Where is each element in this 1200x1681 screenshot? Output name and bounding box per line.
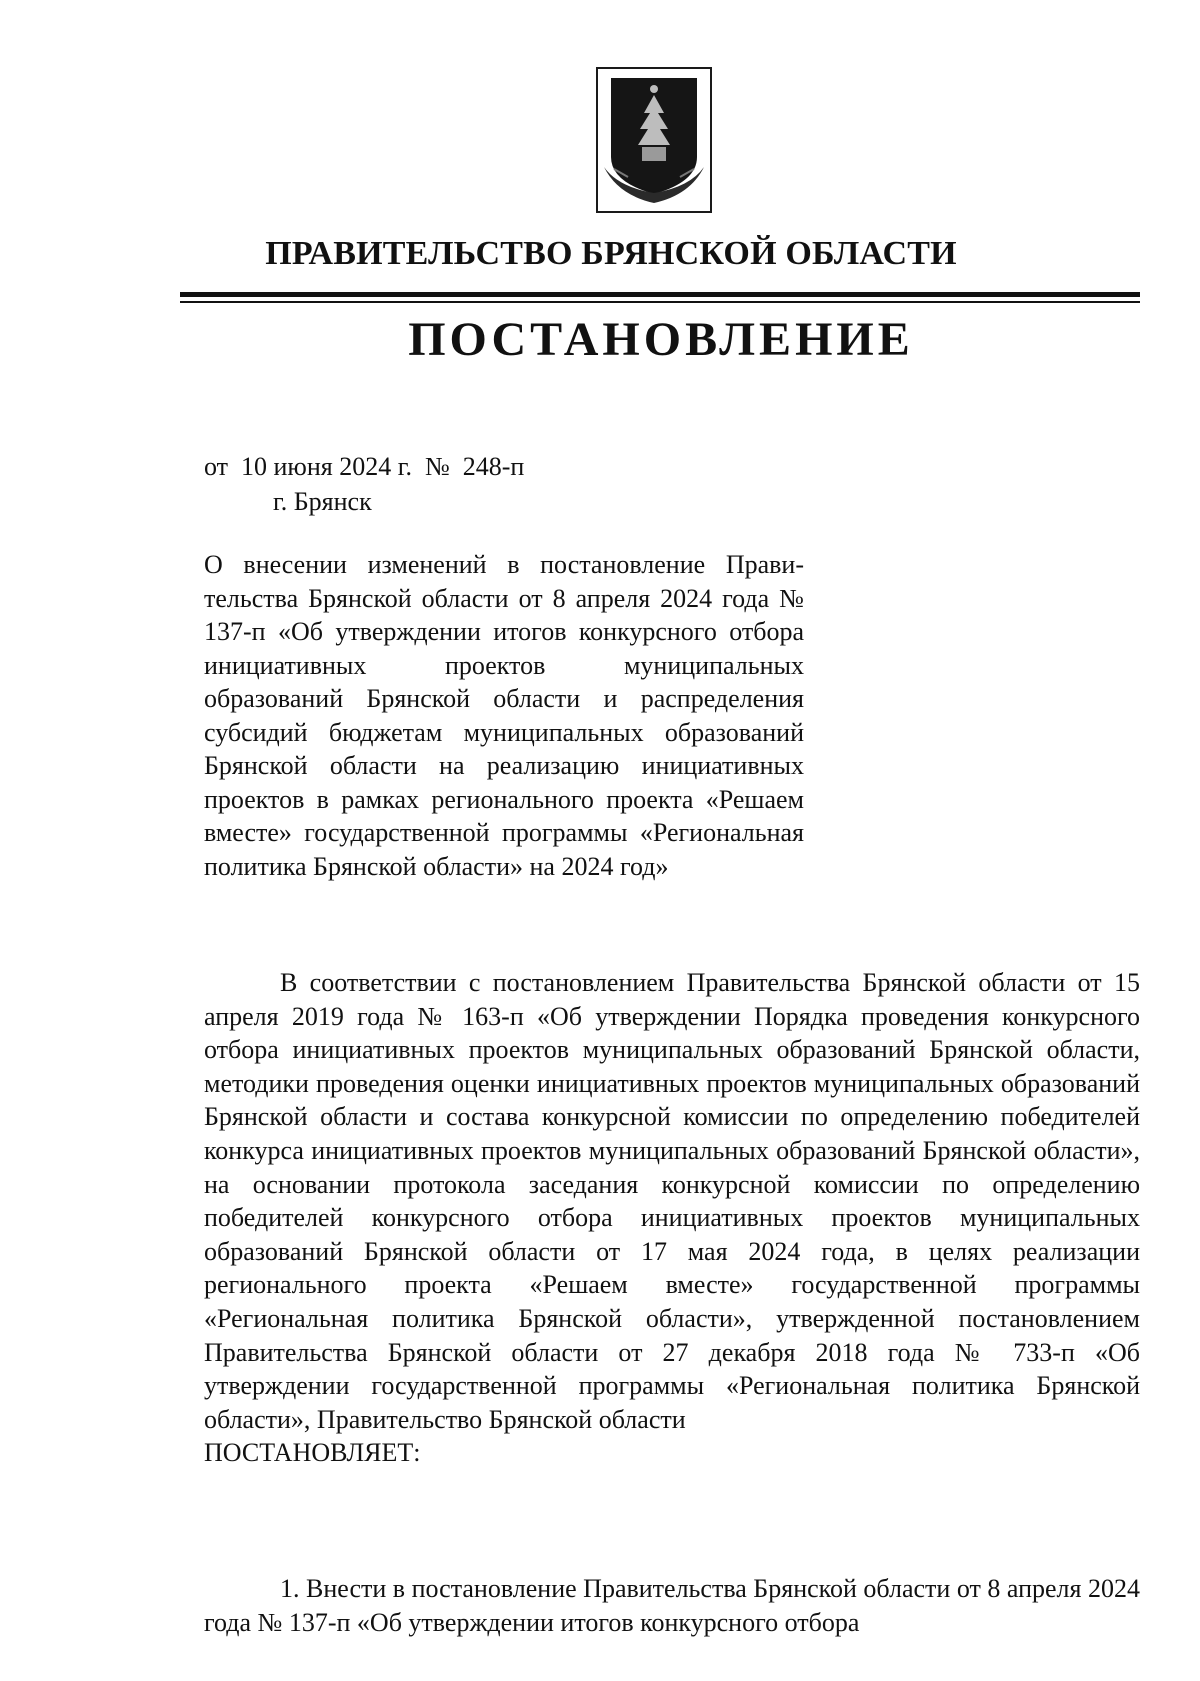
header-divider-thick [180, 292, 1140, 297]
preamble-paragraph: В соответствии с постановлением Правительства Брянской области от 15 апреля 2019 года № 163-п «Об утверждении Порядка проведения конкурсного отбора инициативных проектов муниципальных образований Брянской области, методики проведения оценки инициативных проектов муниципальных образований Брянской области и состава конкурсной комиссии по определению победителей конкурса инициативных проектов муниципальных образований Брянской области», на основании протокола заседания конкурсной комиссии по определению победителей конкурсного отбора инициативных проектов муниципальных образований Брянской области от 17 мая 2024 года, в целях реализации регионального проекта «Решаем вместе» государственной программы «Региональная политика Брянской области», утвержденной постановлением Правительства Брянской области от 27 декабря 2018 года № 733-п «Об утверждении государственной программы «Региональная политика Брянской области», Правительство Брянской области [204, 968, 1140, 1434]
document-body [204, 966, 1140, 1470]
document-type-heading: ПОСТАНОВЛЕНИЕ [408, 313, 914, 366]
document-city: г. Брянск [273, 487, 372, 516]
bryansk-oblast-coat-of-arms-icon [598, 69, 710, 211]
organization-title: ПРАВИТЕЛЬСТВО БРЯНСКОЙ ОБЛАСТИ [265, 235, 957, 272]
resolves-heading: ПОСТАНОВЛЯЕТ: [204, 1438, 421, 1468]
header-divider-thin [180, 301, 1140, 303]
resolution-item-1: 1. Внести в постановление Правительства Брянской области от 8 апреля 2024 года № 137-п «Об утверждении итогов конкурсного отбора [204, 1574, 1140, 1637]
coat-of-arms-emblem [596, 67, 712, 213]
document-subject: О внесении изменений в постановление Правительства Брянской области от 8 апреля 2024 года № 137-п «Об утверждении итогов конкурсного отбора инициативных проектов муниципальных образований Брянской области и распределения субсидий бюджетам муниципальных образований Брянской области на реализацию инициативных проектов в рамках регионального проекта «Решаем вместе» государственной программы «Региональная политика Брянской области» на 2024 год» [204, 550, 804, 881]
document-date-number: от 10 июня 2024 г. № 248-п [204, 452, 525, 481]
